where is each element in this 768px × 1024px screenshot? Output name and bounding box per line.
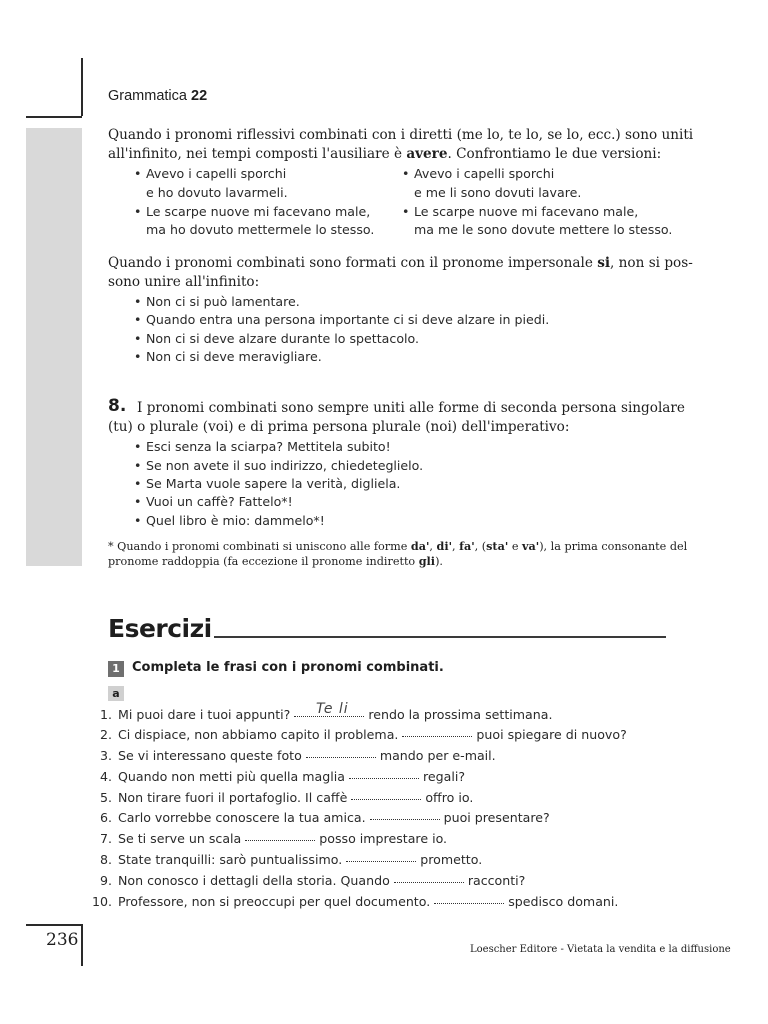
section2-bullet-3: • Non ci si deve alzare durante lo spettacolo. [146, 330, 419, 348]
answer-blank[interactable] [434, 902, 504, 904]
exercise-item-6: 6. Carlo vorrebbe conoscere la tua amica. puoi presentare? [99, 810, 550, 825]
exercise-item-5: 5. Non tirare fuori il portafoglio. Il caffè offro io. [99, 790, 474, 805]
answer-blank[interactable] [346, 860, 416, 862]
exercises-heading-rule [214, 636, 666, 638]
top-margin-horizontal-rule [26, 116, 82, 118]
exercise-item-7: 7. Se ti serve un scala posso imprestare io. [99, 831, 448, 846]
section1-right-example-2a: • Le scarpe nuove mi facevano male, [414, 203, 638, 221]
answer-blank[interactable] [306, 756, 376, 758]
exercise-item-2: 2. Ci dispiace, non abbiamo capito il problema. puoi spiegare di nuovo? [99, 727, 627, 742]
page-number: 236 [46, 930, 79, 950]
section8-bullet-5: • Quel libro è mio: dammelo*! [146, 512, 325, 530]
section2-intro-line2: sono unire all'infinito: [108, 274, 260, 290]
exercise-item-8: 8. State tranquilli: sarò puntualissimo. prometto. [99, 852, 483, 867]
section8-line2: (tu) o plurale (voi) e di prima persona plurale (noi) dell'imperativo: [108, 419, 570, 435]
exercise-item-4: 4. Quando non metti più quella maglia regali? [99, 769, 466, 784]
section1-left-example-1b: e ho dovuto lavarmeli. [146, 185, 288, 200]
section2-bullet-2: • Quando entra una persona importante ci si deve alzare in piedi. [146, 311, 549, 329]
bottom-margin-vertical-rule [81, 924, 83, 966]
exercise-sublabel-badge: a [108, 686, 124, 701]
publisher-notice: Loescher Editore - Vietata la vendita e la diffusione [470, 944, 731, 955]
answer-blank[interactable] [394, 881, 464, 883]
exercise-instruction: Completa le frasi con i pronomi combinati. [132, 660, 444, 675]
section8-bullet-4: • Vuoi un caffè? Fattelo*! [146, 493, 293, 511]
answer-blank[interactable] [370, 818, 440, 820]
section1-right-example-1a: • Avevo i capelli sporchi [414, 165, 554, 183]
bottom-margin-horizontal-rule [26, 924, 82, 926]
section1-left-example-2b: ma ho dovuto mettermele lo stesso. [146, 222, 375, 237]
section8-bullet-2: • Se non avete il suo indirizzo, chiedeteglielo. [146, 457, 423, 475]
sidebar-gray-band [26, 128, 82, 566]
section2-bullet-1: • Non ci si può lamentare. [146, 293, 300, 311]
footnote-line1: * Quando i pronomi combinati si uniscono alle forme da', di', fa', (sta' e va'), la prima consonante del [108, 539, 688, 553]
footnote-line2: pronome raddoppia (fa eccezione il pronome indiretto gli). [108, 554, 443, 568]
answer-blank[interactable] [245, 839, 315, 841]
page-header [108, 88, 207, 104]
section1-right-example-1b: e me li sono dovuti lavare. [414, 185, 582, 200]
exercises-heading: Esercizi [108, 614, 212, 643]
exercise-item-1: 1. Mi puoi dare i tuoi appunti? rendo la prossima settimana. [99, 707, 553, 722]
header-chapter-number: 22 [191, 88, 208, 104]
answer-blank[interactable] [351, 798, 421, 800]
answer-blank[interactable] [294, 715, 364, 717]
handwritten-answer: Te li [316, 701, 349, 717]
exercise-item-3: 3. Se vi interessano queste foto mando per e-mail. [99, 748, 496, 763]
section1-right-example-2b: ma me le sono dovute mettere lo stesso. [414, 222, 673, 237]
exercise-number-badge: 1 [108, 661, 124, 677]
section8-number: 8. [108, 396, 127, 416]
section8-bullet-1: • Esci senza la sciarpa? Mettitela subito! [146, 438, 391, 456]
section2-bullet-4: • Non ci si deve meravigliare. [146, 348, 322, 366]
answer-blank[interactable] [402, 735, 472, 737]
top-margin-vertical-rule [81, 58, 83, 116]
section1-left-example-2a: • Le scarpe nuove mi facevano male, [146, 203, 370, 221]
section8-bullet-3: • Se Marta vuole sapere la verità, digliela. [146, 475, 400, 493]
section1-intro-line2: all'infinito, nei tempi composti l'ausiliare è avere. Confrontiamo le due versioni: [108, 146, 662, 162]
exercise-item-9: 9. Non conosco i dettagli della storia. Quando racconti? [99, 873, 526, 888]
section1-intro-line1: Quando i pronomi riflessivi combinati con i diretti (me lo, te lo, se lo, ecc.) sono uniti [108, 127, 694, 143]
header-title: Grammatica [108, 88, 187, 104]
section8-line1: I pronomi combinati sono sempre uniti alle forme di seconda persona singolare [137, 400, 685, 416]
exercise-item-10: 10. Professore, non si preoccupi per quel documento. spedisco domani. [91, 894, 619, 909]
section2-intro-line1: Quando i pronomi combinati sono formati con il pronome impersonale si, non si pos- [108, 255, 693, 271]
answer-blank[interactable] [349, 777, 419, 779]
section1-left-example-1a: • Avevo i capelli sporchi [146, 165, 286, 183]
